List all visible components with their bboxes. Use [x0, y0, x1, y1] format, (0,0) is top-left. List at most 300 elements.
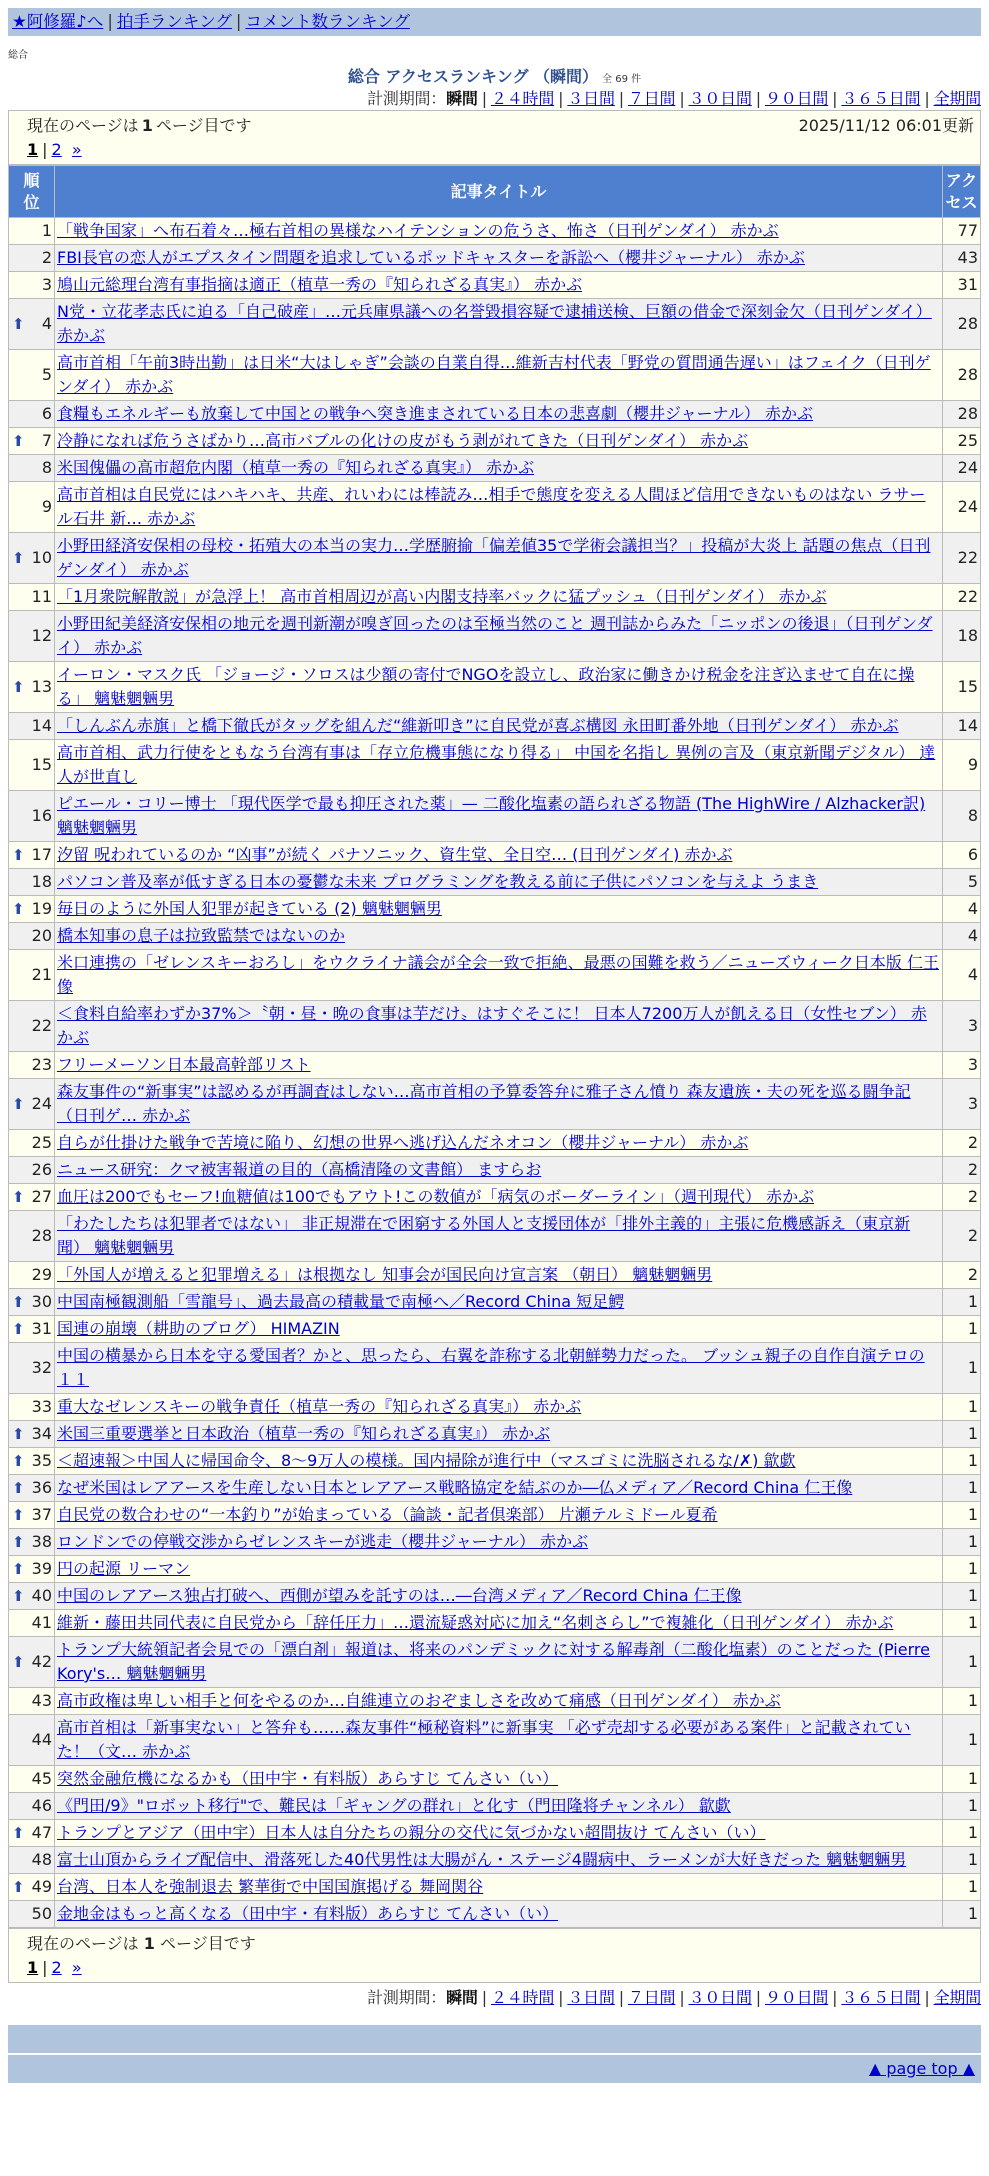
rank-cell	[9, 1001, 55, 1052]
pager-next-arrow[interactable]: »	[71, 1958, 82, 1977]
up-arrow-icon: ⬆	[12, 1824, 25, 1842]
article-link[interactable]: パソコン普及率が低すぎる日本の憂鬱な未来 プログラミングを教える前に子供にパソコンを与えよ うまき	[57, 872, 819, 891]
title-cell	[55, 1394, 943, 1421]
rank-number: 43	[31, 1691, 52, 1710]
article-link[interactable]: 高市首相「午前3時出勤」は日米“大はしゃぎ”会談の自業自得…維新吉村代表「野党の質問通告遅い」はフェイク（日刊ゲンダイ） 赤かぶ	[57, 353, 931, 396]
article-link[interactable]: 米口連携の「ゼレンスキーおろし」をウクライナ議会が全会一致で拒絶、最悪の国難を救う／ニューズウィーク日本版 仁王像	[57, 953, 939, 996]
access-count: 1	[943, 1316, 981, 1343]
period-link-0[interactable]: ２４時間	[490, 89, 555, 108]
up-arrow-icon: ⬆	[12, 1452, 25, 1470]
title-cell	[55, 1448, 943, 1475]
table-row	[9, 1289, 981, 1316]
category-label: 総合	[8, 50, 28, 61]
table-row	[9, 842, 981, 869]
title-cell	[55, 791, 943, 842]
rank-cell	[9, 1820, 55, 1847]
article-link[interactable]: 食糧もエネルギーも放棄して中国との戦争へ突き進まされている日本の悲喜劇（櫻井ジャーナル） 赤かぶ	[57, 404, 813, 423]
title-cell	[55, 1502, 943, 1529]
period-link-6[interactable]: 全期間	[933, 89, 981, 108]
access-count: 2	[943, 1211, 981, 1262]
period-separator: |	[832, 1988, 838, 2007]
table-row	[9, 791, 981, 842]
access-count: 1	[943, 1556, 981, 1583]
table-row	[9, 245, 981, 272]
rank-number: 15	[31, 755, 52, 774]
access-count: 2	[943, 1262, 981, 1289]
period-separator: |	[755, 1988, 761, 2007]
rank-cell	[9, 1289, 55, 1316]
rank-cell	[9, 662, 55, 713]
rank-cell	[9, 1184, 55, 1211]
access-count: 1	[943, 1901, 981, 1928]
table-row	[9, 350, 981, 401]
title-cell	[55, 950, 943, 1001]
period-link-4[interactable]: ９０日間	[764, 1988, 829, 2007]
rank-number: 36	[31, 1478, 52, 1497]
title-cell	[55, 245, 943, 272]
up-arrow-icon: ⬆	[12, 1479, 25, 1497]
table-row	[9, 1820, 981, 1847]
rank-cell	[9, 611, 55, 662]
rank-cell	[9, 1502, 55, 1529]
article-link[interactable]: 冷静になれば危うさばかり…高市バブルの化けの皮がもう剥がれてきた（日刊ゲンダイ） 赤かぶ	[57, 431, 749, 450]
title-cell	[55, 1901, 943, 1928]
article-link[interactable]: 自民党の数合わせの“一本釣り”が始まっている（論談・記者倶楽部） 片瀬テルミドール夏希	[57, 1505, 718, 1524]
rank-cell	[9, 1766, 55, 1793]
access-count: 6	[943, 842, 981, 869]
up-arrow-icon: ⬆	[12, 1425, 25, 1443]
period-link-6[interactable]: 全期間	[933, 1988, 981, 2007]
period-link-5[interactable]: ３６５日間	[841, 89, 921, 108]
rank-number: 46	[31, 1796, 52, 1815]
rank-cell	[9, 272, 55, 299]
period-link-1[interactable]: ３日間	[567, 1988, 615, 2007]
rank-cell	[9, 428, 55, 455]
title-cell	[55, 1130, 943, 1157]
up-arrow-icon: ⬆	[12, 1320, 25, 1338]
access-count: 1	[943, 1448, 981, 1475]
table-row	[9, 1343, 981, 1394]
article-link[interactable]: 中国南極観測船「雪龍号」、過去最高の積載量で南極へ／Record China 短足鰐	[57, 1292, 625, 1311]
rank-cell	[9, 1583, 55, 1610]
table-row	[9, 1874, 981, 1901]
table-row	[9, 611, 981, 662]
access-count: 28	[943, 401, 981, 428]
title-cell	[55, 842, 943, 869]
article-link[interactable]: 中国の横暴から日本を守る愛国者？かと、思ったら、右翼を詐称する北朝鮮勢力だった。 ブッシュ親子の自作自演テロの１１	[57, 1346, 925, 1389]
table-row	[9, 1502, 981, 1529]
rank-number: 41	[31, 1613, 52, 1632]
access-count: 1	[943, 1688, 981, 1715]
rank-number: 14	[31, 716, 52, 735]
rank-cell	[9, 1874, 55, 1901]
title-cell	[55, 1157, 943, 1184]
pager-next-arrow[interactable]: »	[71, 140, 82, 159]
title-cell	[55, 896, 943, 923]
table-row	[9, 896, 981, 923]
rank-number: 5	[41, 365, 52, 384]
access-count: 9	[943, 740, 981, 791]
table-row	[9, 1394, 981, 1421]
title-cell	[55, 1715, 943, 1766]
article-link[interactable]: 「わたしたちは犯罪者ではない」 非正規滞在で困窮する外国人と支援団体が「排外主義的」主張に危機感訴え（東京新聞） 魑魅魍魎男	[57, 1214, 911, 1257]
access-count: 28	[943, 299, 981, 350]
table-row	[9, 1262, 981, 1289]
rank-cell	[9, 482, 55, 533]
rank-cell	[9, 401, 55, 428]
article-link[interactable]: 鳩山元総理台湾有事指摘は適正（植草一秀の『知られざる真実』） 赤かぶ	[57, 275, 583, 294]
title-cell	[55, 1820, 943, 1847]
period-current: 瞬間	[446, 89, 478, 108]
article-link[interactable]: 「戦争国家」へ布石着々…極右首相の異様なハイテンションの危うさ、怖さ（日刊ゲンダイ） 赤かぶ	[57, 221, 779, 240]
article-link[interactable]: 金地金はもっと高くなる（田中宇・有料版）あらすじ てんさい（い）	[57, 1904, 559, 1923]
table-row	[9, 1001, 981, 1052]
title-cell	[55, 1556, 943, 1583]
clap-ranking-link[interactable]: 拍手ランキング	[116, 12, 232, 31]
table-row	[9, 1184, 981, 1211]
access-count: 15	[943, 662, 981, 713]
period-link-3[interactable]: ３０日間	[688, 1988, 752, 2007]
page-top-link[interactable]: ▲ page top ▲	[868, 2059, 975, 2078]
up-arrow-icon: ⬆	[12, 432, 25, 450]
period-link-2[interactable]: ７日間	[627, 89, 676, 108]
rank-number: 40	[31, 1586, 52, 1605]
article-link[interactable]: トランプとアジア（田中宇）日本人は自分たちの親分の交代に気づかない超間抜け てんさい（い）	[57, 1823, 766, 1842]
article-link[interactable]: フリーメーソン日本最高幹部リスト	[57, 1055, 311, 1074]
rank-cell	[9, 455, 55, 482]
table-row	[9, 1475, 981, 1502]
rank-cell	[9, 869, 55, 896]
article-link[interactable]: 「1月衆院解散説」が急浮上！ 高市首相周辺が高い内閣支持率バックに猛プッシュ（日刊ゲンダイ） 赤かぶ	[57, 587, 827, 606]
rank-number: 38	[31, 1532, 52, 1551]
article-link[interactable]: ＜食料自給率わずか37%＞〝朝・昼・晩の食事は芋だけ〟はすぐそこに！ 日本人7200万人が飢える日（女性セブン） 赤かぶ	[57, 1004, 927, 1047]
title-cell	[55, 1262, 943, 1289]
article-link[interactable]: 森友事件の“新事実”は認めるが再調査はしない…高市首相の予算委答弁に雅子さん憤り 森友遺族・夫の死を巡る闘争記（日刊ゲ… 赤かぶ	[57, 1082, 911, 1125]
table-row	[9, 401, 981, 428]
pager-separator: |	[42, 140, 48, 159]
access-count: 28	[943, 350, 981, 401]
rank-number: 26	[31, 1160, 52, 1179]
rank-number: 23	[31, 1055, 52, 1074]
rank-cell	[9, 1316, 55, 1343]
period-separator: |	[755, 89, 761, 108]
title-cell	[55, 1637, 943, 1688]
table-row	[9, 455, 981, 482]
up-arrow-icon: ⬆	[12, 1653, 25, 1671]
rank-number: 4	[41, 314, 52, 333]
rank-cell	[9, 896, 55, 923]
table-row	[9, 1316, 981, 1343]
rank-number: 28	[31, 1226, 52, 1245]
rank-number: 21	[31, 965, 52, 984]
article-link[interactable]: 高市政権は卑しい相手と何をやるのか…自維連立のおぞましさを改めて痛感（日刊ゲンダイ） 赤かぶ	[57, 1691, 781, 1710]
rank-number: 17	[31, 845, 52, 864]
page-top-bar	[8, 2055, 981, 2083]
comment-ranking-link[interactable]: コメント数ランキング	[245, 12, 410, 31]
access-count: 25	[943, 428, 981, 455]
period-separator: |	[924, 89, 930, 108]
article-link[interactable]: N党・立花孝志氏に迫る「自己破産」…元兵庫県議への名誉毀損容疑で逮捕送検、巨額の借金で深刻金欠（日刊ゲンダイ） 赤かぶ	[57, 302, 932, 345]
period-current: 瞬間	[446, 1988, 478, 2007]
rank-number: 37	[31, 1505, 52, 1524]
rank-number: 12	[31, 626, 52, 645]
title-cell	[55, 272, 943, 299]
table-row	[9, 662, 981, 713]
article-link[interactable]: 突然金融危機になるかも（田中宇・有料版）あらすじ てんさい（い）	[57, 1769, 559, 1788]
table-row	[9, 1211, 981, 1262]
rank-number: 18	[31, 872, 52, 891]
title-cell	[55, 740, 943, 791]
article-link[interactable]: 汐留 呪われているのか “凶事”が続く パナソニック、資生堂、全日空… (日刊ゲンダイ) 赤かぶ	[57, 845, 733, 864]
article-link[interactable]: FBI長官の恋人がエプスタイン問題を追求しているポッドキャスターを訴訟へ（櫻井ジャーナル） 赤かぶ	[57, 248, 805, 267]
table-row	[9, 869, 981, 896]
access-count: 1	[943, 1820, 981, 1847]
article-link[interactable]: 富士山頂からライブ配信中、滑落死した40代男性は大腸がん・ステージ4闘病中、ラーメンが大好きだった 魑魅魍魎男	[57, 1850, 907, 1869]
up-arrow-icon: ⬆	[12, 900, 25, 918]
article-link[interactable]: 重大なゼレンスキーの戦争責任（植草一秀の『知られざる真実』） 赤かぶ	[57, 1397, 582, 1416]
access-count: 77	[943, 218, 981, 245]
table-row	[9, 1529, 981, 1556]
article-link[interactable]: 米国三重要選挙と日本政治（植草一秀の『知られざる真実』） 赤かぶ	[57, 1424, 551, 1443]
rank-number: 25	[31, 1133, 52, 1152]
rank-cell	[9, 1448, 55, 1475]
pager-page-2[interactable]: 2	[51, 140, 62, 159]
rank-number: 42	[31, 1652, 52, 1671]
up-arrow-icon: ⬆	[12, 678, 25, 696]
access-count: 1	[943, 1766, 981, 1793]
rank-cell	[9, 533, 55, 584]
rank-number: 13	[31, 677, 52, 696]
table-row	[9, 1637, 981, 1688]
rank-number: 35	[31, 1451, 52, 1470]
period-separator: |	[558, 1988, 564, 2007]
rank-cell	[9, 1394, 55, 1421]
home-link[interactable]: ★阿修羅♪へ	[12, 12, 104, 31]
article-link[interactable]: 高市首相は「新事実ない」と答弁も……森友事件“極秘資料”に新事実 「必ず売却する必要がある案件」と記載されていた！（文… 赤かぶ	[57, 1718, 911, 1761]
table-row	[9, 584, 981, 611]
rank-number: 24	[31, 1094, 52, 1113]
rank-cell	[9, 1556, 55, 1583]
access-count: 3	[943, 1079, 981, 1130]
table-row	[9, 428, 981, 455]
title-cell	[55, 1421, 943, 1448]
access-count: 1	[943, 1715, 981, 1766]
access-count: 2	[943, 1130, 981, 1157]
access-count: 31	[943, 272, 981, 299]
pager-page-2[interactable]: 2	[51, 1958, 62, 1977]
rank-cell	[9, 1688, 55, 1715]
ranking-table	[8, 165, 981, 1928]
period-link-2[interactable]: ７日間	[627, 1988, 676, 2007]
access-count: 1	[943, 1874, 981, 1901]
rank-number: 31	[31, 1319, 52, 1338]
up-arrow-icon: ⬆	[12, 315, 25, 333]
current-page-text: 現在のページは 1 ページ目です	[27, 116, 252, 135]
rank-number: 33	[31, 1397, 52, 1416]
article-link[interactable]: 血圧は200でもセーフ!血糖値は100でもアウト!この数値が「病気のボーダーライン」（週刊現代） 赤かぶ	[57, 1187, 815, 1206]
period-link-3[interactable]: ３０日間	[688, 89, 752, 108]
rank-cell	[9, 584, 55, 611]
article-link[interactable]: 「しんぶん赤旗」と橋下徹氏がタッグを組んだ“維新叩き”に自民党が喜ぶ構図 永田町番外地（日刊ゲンダイ） 赤かぶ	[57, 716, 899, 735]
rank-number: 7	[41, 431, 52, 450]
rank-number: 9	[41, 497, 52, 516]
rank-number: 29	[31, 1265, 52, 1284]
title-cell	[55, 1184, 943, 1211]
title-cell	[55, 923, 943, 950]
access-count: 1	[943, 1610, 981, 1637]
table-row	[9, 1157, 981, 1184]
access-count: 4	[943, 923, 981, 950]
period-label: 計測期間：	[367, 1988, 447, 2007]
period-link-4[interactable]: ９０日間	[764, 89, 829, 108]
access-count: 1	[943, 1847, 981, 1874]
rank-number: 6	[41, 404, 52, 423]
header-rank: 順位	[9, 166, 55, 218]
table-row	[9, 1130, 981, 1157]
article-link[interactable]: ＜超速報＞中国人に帰国命令、8〜9万人の模様。国内掃除が進行中（マスゴミに洗脳されるな/✗) 歙歔	[57, 1451, 796, 1470]
rank-cell	[9, 350, 55, 401]
access-count: 4	[943, 896, 981, 923]
rank-cell	[9, 791, 55, 842]
access-count: 8	[943, 791, 981, 842]
article-link[interactable]: ニュース研究：クマ被害報道の目的（高橋清隆の文書館） ますらお	[57, 1160, 542, 1179]
rank-number: 34	[31, 1424, 52, 1443]
rank-number: 2	[41, 248, 52, 267]
title-cell	[55, 1001, 943, 1052]
article-link[interactable]: トランプ大統領記者会見での「漂白剤」報道は、将来のパンデミックに対する解毒剤（二酸化塩素）のことだった (Pierre Kory's… 魑魅魍魎男	[57, 1640, 930, 1683]
table-row	[9, 1715, 981, 1766]
access-count: 24	[943, 455, 981, 482]
up-arrow-icon: ⬆	[12, 846, 25, 864]
article-link[interactable]: 円の起源 リーマン	[57, 1559, 191, 1578]
table-row	[9, 218, 981, 245]
rank-cell	[9, 245, 55, 272]
table-row	[9, 1688, 981, 1715]
rank-number: 50	[31, 1904, 52, 1923]
article-link[interactable]: 小野田紀美経済安保相の地元を週刊新潮が嗅ぎ回ったのは至極当然のこと 週刊誌からみた「ニッポンの後退」（日刊ゲンダイ） 赤かぶ	[57, 614, 933, 657]
rank-cell	[9, 1130, 55, 1157]
article-link[interactable]: 《門田/9》"ロボット移行"で、難民は「ギャングの群れ」と化す（門田隆将チャンネル） 歙歔	[57, 1796, 731, 1815]
rank-number: 11	[31, 587, 52, 606]
article-link[interactable]: 台湾、日本人を強制退去 繁華街で中国国旗掲げる 舞岡関谷	[57, 1877, 484, 1896]
title-cell	[55, 869, 943, 896]
rank-cell	[9, 1637, 55, 1688]
up-arrow-icon: ⬆	[12, 1095, 25, 1113]
title-cell	[55, 428, 943, 455]
rank-cell	[9, 1157, 55, 1184]
access-count: 4	[943, 950, 981, 1001]
article-link[interactable]: 米国傀儡の高市超危内閣（植草一秀の『知られざる真実』） 赤かぶ	[57, 458, 535, 477]
access-count: 1	[943, 1289, 981, 1316]
access-count: 1	[943, 1529, 981, 1556]
period-link-5[interactable]: ３６５日間	[841, 1988, 921, 2007]
rank-number: 48	[31, 1850, 52, 1869]
access-count: 2	[943, 1184, 981, 1211]
period-separator: |	[618, 1988, 624, 2007]
rank-cell	[9, 1421, 55, 1448]
article-link[interactable]: 自らが仕掛けた戦争で苦境に陥り、幻想の世界へ逃げ込んだネオコン（櫻井ジャーナル） 赤かぶ	[57, 1133, 749, 1152]
access-count: 1	[943, 1343, 981, 1394]
title-cell	[55, 218, 943, 245]
article-link[interactable]: 「外国人が増えると犯罪増える」は根拠なし 知事会が国民向け宣言案 （朝日） 魑魅魍魎男	[57, 1265, 713, 1284]
title-cell	[55, 455, 943, 482]
article-link[interactable]: 中国のレアアース独占打破へ、西側が望みを託すのは…―台湾メディア／Record China 仁王像	[57, 1586, 742, 1605]
up-arrow-icon: ⬆	[12, 1293, 25, 1311]
ranking-title: 総合 アクセスランキング （瞬間）	[347, 67, 599, 86]
table-row	[9, 1901, 981, 1928]
title-cell	[55, 1211, 943, 1262]
title-cell	[55, 1766, 943, 1793]
rank-cell	[9, 218, 55, 245]
article-link[interactable]: 毎日のように外国人犯罪が起きている (2) 魑魅魍魎男	[57, 899, 442, 918]
article-link[interactable]: なぜ米国はレアアースを生産しない日本とレアアース戦略協定を結ぶのか―仏メディア／Record China 仁王像	[57, 1478, 853, 1497]
access-count: 3	[943, 1052, 981, 1079]
period-link-1[interactable]: ３日間	[567, 89, 615, 108]
rank-cell	[9, 1793, 55, 1820]
up-arrow-icon: ⬆	[12, 1587, 25, 1605]
title-cell	[55, 1847, 943, 1874]
rank-number: 1	[41, 221, 52, 240]
up-arrow-icon: ⬆	[12, 1506, 25, 1524]
article-link[interactable]: 小野田経済安保相の母校・拓殖大の本当の実力…学歴腑揄「偏差値35で学術会議担当？」投稿が大炎上 話題の焦点（日刊ゲンダイ） 赤かぶ	[57, 536, 931, 579]
pager-page-1[interactable]: 1	[27, 140, 39, 159]
table-row	[9, 299, 981, 350]
article-link[interactable]: 高市首相は自民党にはハキハキ、共産、れいわには棒読み…相手で態度を変える人間ほど信用できないものはない ラサール石井 新… 赤かぶ	[57, 485, 926, 528]
access-count: 3	[943, 1001, 981, 1052]
rank-number: 10	[31, 548, 52, 567]
rank-number: 30	[31, 1292, 52, 1311]
table-row	[9, 533, 981, 584]
rank-cell	[9, 1211, 55, 1262]
table-row	[9, 1052, 981, 1079]
pager-page-1[interactable]: 1	[27, 1958, 39, 1977]
rank-cell	[9, 299, 55, 350]
article-link[interactable]: 国連の崩壊（耕助のブログ） HIMAZIN	[57, 1319, 340, 1338]
pager-separator: |	[42, 1958, 48, 1977]
rank-number: 47	[31, 1823, 52, 1842]
top-nav-bar	[8, 8, 981, 36]
article-link[interactable]: ロンドンでの停戦交渉からゼレンスキーが逃走（櫻井ジャーナル） 赤かぶ	[57, 1532, 589, 1551]
title-cell	[55, 350, 943, 401]
access-count: 24	[943, 482, 981, 533]
title-cell	[55, 1289, 943, 1316]
rank-cell	[9, 740, 55, 791]
rank-number: 39	[31, 1559, 52, 1578]
rank-number: 8	[41, 458, 52, 477]
item-count: 全 69 件	[602, 74, 642, 85]
current-page-text-bottom: 現在のページは 1 ページ目です	[27, 1934, 256, 1953]
article-link[interactable]: イーロン・マスク氏 「ジョージ・ソロスは少額の寄付でNGOを設立し、政治家に働きかけ税金を注ぎ込ませて自在に操る」 魑魅魍魎男	[57, 665, 915, 708]
table-row	[9, 1766, 981, 1793]
title-cell	[55, 1343, 943, 1394]
pager	[27, 138, 974, 162]
article-link[interactable]: 維新・藤田共同代表に自民党から「辞任圧力」…還流疑惑対応に加え“名刺さらし”で複雑化（日刊ゲンダイ） 赤かぶ	[57, 1613, 894, 1632]
access-count: 1	[943, 1793, 981, 1820]
title-cell	[55, 1529, 943, 1556]
period-link-0[interactable]: ２４時間	[490, 1988, 555, 2007]
article-link[interactable]: 高市首相、武力行使をともなう台湾有事は「存立危機事態になり得る」 中国を名指し 異例の言及（東京新聞デジタル） 達人が世直し	[57, 743, 936, 786]
table-row	[9, 950, 981, 1001]
title-cell	[55, 1610, 943, 1637]
rank-number: 32	[31, 1358, 52, 1377]
rank-cell	[9, 950, 55, 1001]
rank-number: 16	[31, 806, 52, 825]
article-link[interactable]: ピエール・コリー博士 「現代医学で最も抑圧された薬」— 二酸化塩素の語られざる物語 (The HighWire / Alzhacker訳) 魑魅魍魎男	[57, 794, 926, 837]
rank-cell	[9, 1262, 55, 1289]
period-separator: |	[558, 89, 564, 108]
article-link[interactable]: 橋本知事の息子は拉致監禁ではないのか	[57, 926, 346, 945]
page-info-box-bottom	[8, 1928, 981, 1983]
